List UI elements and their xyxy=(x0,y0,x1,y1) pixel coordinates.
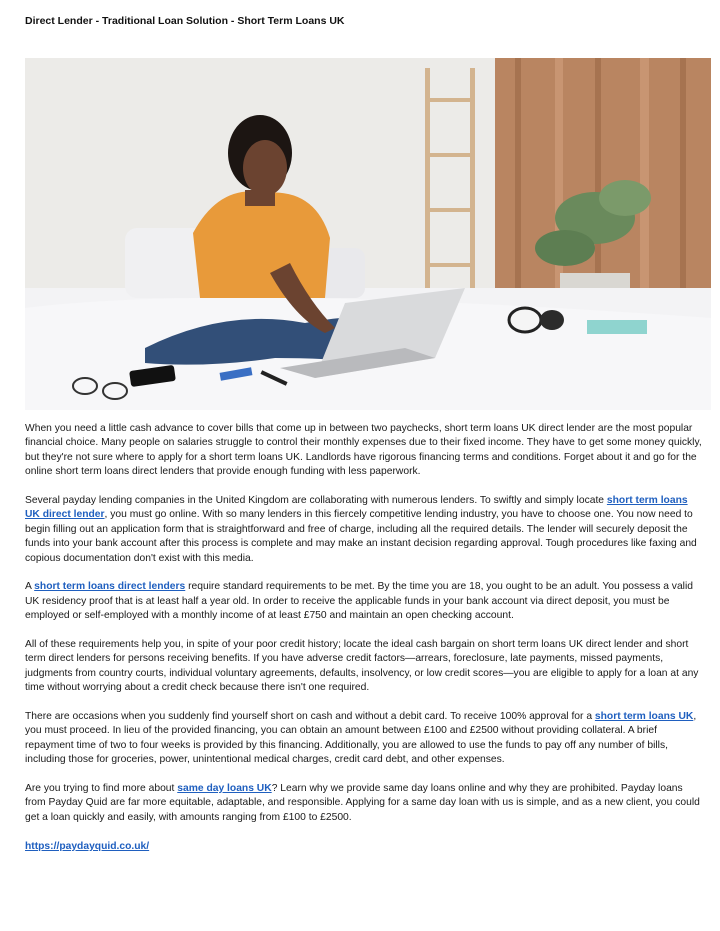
paragraph-6: Are you trying to find more about same day loans UK? Learn why we provide same day loans online and why they are prohibited. Payday loans from Payday Quid are far more equitable, adaptable, and responsible. Applying for a same day loan with us is simple, and as a new client, you could get a loan quickly and easily, with amounts ranging from £100 to £2500. xyxy=(25,783,700,823)
paragraph-5: There are occasions when you suddenly find yourself short on cash and without a debit card. To receive 100% approval for a short term loans UK, you must proceed. In lieu of the provided financing, you can obtain an amount between £100 and £2500 without providing collateral. A brief repayment time of two to four weeks is provided by this financing. Additionally, you are allowed to use the funds to pay off any number of bills, including those for groceries, power, unintentional medical charges, credit card debt, and other expenses. xyxy=(25,711,697,766)
short-term-loans-uk-link[interactable]: short term loans UK xyxy=(594,711,694,723)
footer-link-paragraph xyxy=(25,840,705,854)
same-day-loans-uk-link[interactable]: same day loans UK xyxy=(177,783,272,795)
short-term-loans-uk-direct-lender-link[interactable]: short term loans UK direct lender xyxy=(25,495,688,521)
article-body xyxy=(25,422,705,868)
paragraph-3: A short term loans direct lenders require standard requirements to be met. By the time you are 18, you ought to be an adult. You possess a valid UK residency proof that is at least half a year old. In order to receive the applicable funds in your bank account via direct deposit, you must be employed or self-employed with a monthly income of at least £750 and maintain an open checking account. xyxy=(25,581,693,622)
photo-woman-laptop-icon xyxy=(25,58,711,410)
paragraph-4: All of these requirements help you, in spite of your poor credit history; locate the ideal cash bargain on short term loans UK direct lender and short term direct lenders for persons receiving benefits. If you have adverse credit factors—arrears, foreclosure, late payments, missed payments, judgments from country courts, individual voluntary agreements, defaults, insolvency, or low credit scores—you are eligible to apply for a loan at any time without worrying about a credit check because there isn't one required. xyxy=(25,639,699,694)
page-title: Direct Lender - Traditional Loan Solution - Short Term Loans UK xyxy=(25,15,345,27)
paydayquid-url-link[interactable]: https://paydayquid.co.uk/ xyxy=(25,840,150,852)
hero-photo xyxy=(25,58,711,410)
paragraph-1: When you need a little cash advance to cover bills that come up in between two paychecks, short term loans UK direct lender are the most popular financial choice. Many people on salaries struggle to control their monthly expenses due to their fixed income. They have to get some money quickly, but they're not sure where to apply for a short term loans UK. Landlords have rigorous financing terms and conditions. Forget about it and go for the online short term loans direct lenders that provide enough funding with less paperwork. xyxy=(25,423,702,478)
short-term-loans-direct-lenders-link[interactable]: short term loans direct lenders xyxy=(34,581,186,593)
paragraph-2: Several payday lending companies in the United Kingdom are collaborating with numerous lenders. To swiftly and simply locate short term loans UK direct lender, you must go online. With so many lenders in this fiercely competitive lending industry, you have to choose one. You now need to begin filling out an application form that is straightforward and free of charge, including all the required details. The lender will securely deposit the funds into your bank account after this process is complete and may make an instant decision regarding approval. Tough procedures like faxing and copious documentation don't exist with this media. xyxy=(25,495,697,564)
